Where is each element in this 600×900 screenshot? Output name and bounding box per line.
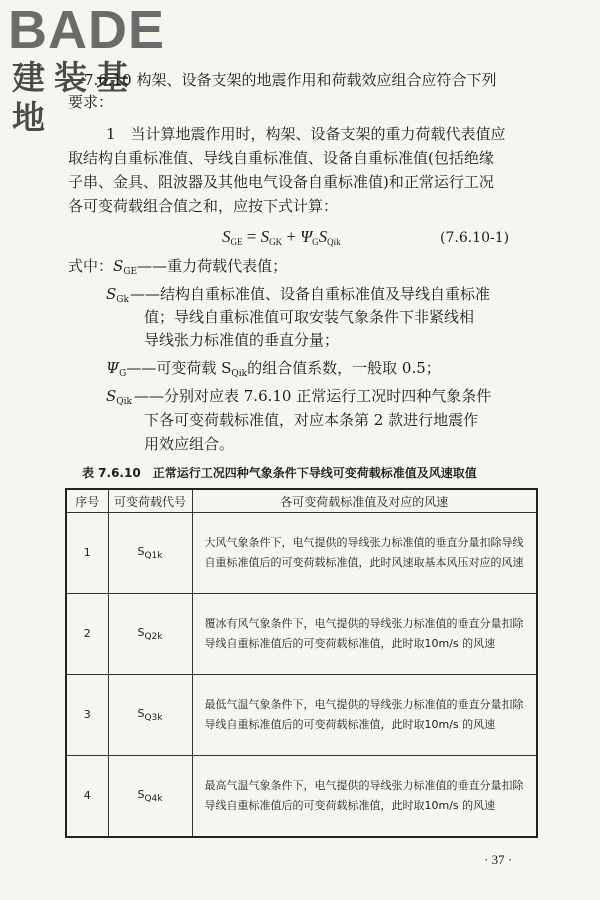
row-code: $S_{Q2k}$ bbox=[108, 593, 192, 674]
row-code: $S_{Q3k}$ bbox=[108, 674, 192, 755]
header-no: 序号 bbox=[66, 489, 108, 513]
definition-line: 用效应组合。 bbox=[144, 435, 235, 453]
row-no: 3 bbox=[66, 674, 108, 755]
table-row bbox=[66, 755, 537, 837]
watermark-brand-en: BADE bbox=[8, 0, 166, 60]
item1-line: 子串、金具、阻波器及其他电气设备自重标准值)和正常运行工况 bbox=[68, 173, 494, 191]
clause-heading: 7.6.10 构架、设备支架的地震作用和荷载效应组合应符合下列 bbox=[84, 71, 497, 89]
equation-number: (7.6.10-1) bbox=[440, 230, 510, 246]
definition-line: 下各可变荷载标准值，对应本条第 2 款进行地震作 bbox=[144, 411, 479, 429]
definition-line: ——分别对应表 7.6.10 正常运行工况时四种气象条件 bbox=[134, 387, 492, 405]
row-desc: 覆冰有风气象条件下，电气提供的导线张力标准值的垂直分量扣除导线自重标准值后的可变荷载标准值，此时取10m/s 的风速 bbox=[192, 593, 537, 674]
table-header-row bbox=[66, 489, 537, 513]
watermark-brand-cn: 建装基地 bbox=[12, 58, 138, 137]
definition-line: 值；导线自重标准值可取安装气象条件下非紧线相 bbox=[144, 308, 475, 326]
row-no: 4 bbox=[66, 755, 108, 837]
definition-line: 导线张力标准值的垂直分量； bbox=[144, 331, 340, 349]
item1-line: 1 当计算地震作用时，构架、设备支架的重力荷载代表值应 bbox=[106, 125, 506, 143]
row-desc: 最低气温气象条件下，电气提供的导线张力标准值的垂直分量扣除导线自重标准值后的可变荷载标准值，此时取10m/s 的风速 bbox=[192, 674, 537, 755]
row-code: $S_{Q1k}$ bbox=[108, 513, 192, 594]
row-desc: 大风气象条件下，电气提供的导线张力标准值的垂直分量扣除导线自重标准值后的可变荷载标准值，此时风速取基本风压对应的风速 bbox=[192, 513, 537, 594]
load-table bbox=[65, 488, 538, 838]
item1-line: 各可变荷载组合值之和，应按下式计算： bbox=[68, 197, 339, 215]
header-code: 可变荷载代号 bbox=[108, 489, 192, 513]
row-code: $S_{Q4k}$ bbox=[108, 755, 192, 837]
table-caption: 表 7.6.10 正常运行工况四种气象条件下导线可变荷载标准值及风速取值 bbox=[82, 466, 477, 480]
page-number: · 37 · bbox=[484, 852, 513, 867]
table-row bbox=[66, 593, 537, 674]
item1-line: 取结构自重标准值、导线自重标准值、设备自重标准值(包括绝缘 bbox=[68, 149, 494, 167]
row-no: 2 bbox=[66, 593, 108, 674]
definition-gravity: 式中：$S_{GE}——$重力荷载代表值； bbox=[68, 257, 288, 277]
definition-line: ——结构自重标准值、设备自重标准值及导线自重标准 bbox=[130, 285, 491, 303]
header-desc: 各可变荷载标准值及对应的风速 bbox=[192, 489, 537, 513]
row-desc: 最高气温气象条件下，电气提供的导线张力标准值的垂直分量扣除导线自重标准值后的可变荷载标准值，此时取10m/s 的风速 bbox=[192, 755, 537, 837]
table-row bbox=[66, 513, 537, 594]
clause-heading-cont: 要求： bbox=[68, 93, 114, 111]
table-row bbox=[66, 674, 537, 755]
definition-self-weight-symbol: $S_{Gk}$ bbox=[106, 285, 129, 305]
row-no: 1 bbox=[66, 513, 108, 594]
definition-variable-load-symbol: $S_{Qik}$ bbox=[106, 387, 132, 407]
definition-combination-coeff: $\Psi_G——$可变荷载 $S_{Qik}$的组合值系数，一般取 0.5； bbox=[106, 359, 441, 379]
equation: $S_{GE} = S_{GK} + \Psi_GS_{Qik}$ bbox=[222, 227, 341, 247]
